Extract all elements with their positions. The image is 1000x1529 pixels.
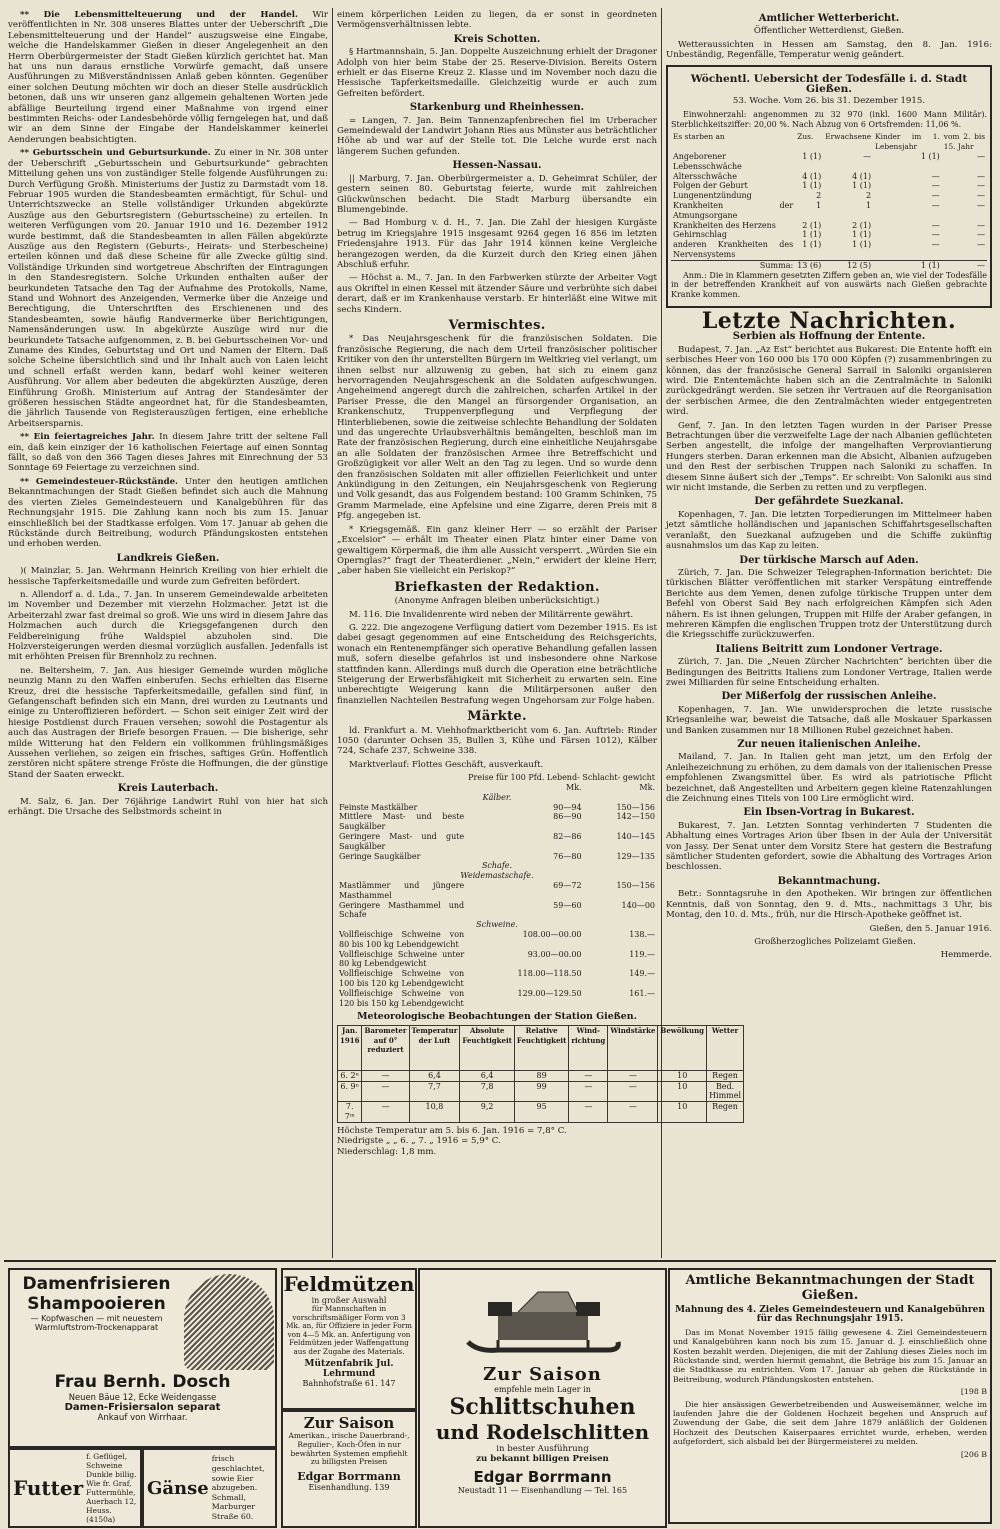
market-section-row xyxy=(337,871,657,881)
weather-cell: 7,8 xyxy=(460,1081,514,1102)
market-section: Weidemastschafe. xyxy=(460,871,534,881)
weather-cell: Bed. Himmel xyxy=(707,1081,744,1102)
news-text: Kopenhagen, 7. Jan. Die letzten Torpedierungen im Mittelmeer haben jetzt sämtliche holländischen und japanischen Schiffahrtsgesellschaften veranlaßt, den Suezkanal aufzugeben und die Schiffe zukünftig ausnahmslos um das Kap zu leiten. xyxy=(666,509,992,552)
deaths-head: Erwachsene xyxy=(825,132,872,142)
deaths-cell: Krankheiten des Herzens xyxy=(673,220,776,230)
deaths-cell: — xyxy=(863,152,872,162)
deaths-cell: 1 (1) xyxy=(852,181,872,191)
deaths-cell: 2 (1) xyxy=(852,220,872,230)
weather-cell: — xyxy=(569,1081,608,1102)
market-row xyxy=(337,930,657,950)
deaths-cell: 1 (1) xyxy=(802,181,822,191)
section-heading: Vermischtes. xyxy=(448,317,546,333)
section-subheading: (Anonyme Anfragen bleiben unberücksichtigt.) xyxy=(394,596,600,607)
ad-firm: Mützenfabrik Jul. Lehrmund xyxy=(304,1358,394,1379)
weather-note: Niederschlag: 1,8 mm. xyxy=(337,1146,437,1157)
deaths-cell: — xyxy=(931,201,940,211)
deaths-row xyxy=(671,240,987,260)
market-cell: 161.— xyxy=(629,988,655,998)
article-title: ** Geburtsschein und Geburtsurkunde. xyxy=(20,148,211,159)
deaths-cell: 4 (1) xyxy=(802,171,822,181)
ad-heading: Gänse xyxy=(147,1477,209,1499)
deaths-cell: 1 (1) xyxy=(802,152,822,162)
market-cell: 129.00—129.50 xyxy=(517,988,582,998)
ad-text: Warmluftstrom-Trockenapparat xyxy=(34,1323,159,1332)
deaths-cell: 1 (1) xyxy=(920,152,940,162)
deaths-cell: — xyxy=(931,181,940,191)
weather-cell: 10,8 xyxy=(409,1102,460,1123)
article xyxy=(8,432,328,474)
article-text: * Das Neujahrsgeschenk für die französischen Soldaten. Die französische Regierung, die nach dem Urteil französischer politischer Kritiker von den ihr unterstellten Bürgern im Weltkrieg viel verlangt, um ihnen selbst nur allzuwenig zu geben, hat sich zu einem ganz hervorragenden Neujahrsgeschenk an die Soldaten aufgeschwungen. Angeheimend angeregt durch die zahlreichen, scharfen Artikel in der Pariser Presse, die den Mangel an fürsorgender Organisation, an Krankenschutz, Truppenverpflegung und Verpflegung der Hinterbliebenen, sowie die zeitweise schlechte Behandlung der Soldaten und das ungerechte Urlaubsverhältnis bemängelten, beschloß man im Rate der französischen Regierung, durch eine einheitliche Neujahrsgabe an alle Soldaten der französischen Armee ihre Betreffschicht und Großzügigkeit vor aller Welt an den Tag zu legen. Und so wurde denn den französischen Soldaten mit aller offiziellen Feierlichkeit und unter Ankündigung in den Zeitungen, ein Neujahrsgeschenk von Regierung und Volk gesandt, das aus Folgendem bestand: 100 Gramm Schinken, 75 Gramm Marmelade, eine Apfelsine und eine Zigarre, deren Preis mit 8 Pfg. angegeben ist. xyxy=(337,334,657,522)
article-text: ne. Beltersheim, 7. Jan. Aus hiesiger Gemeinde wurden mögliche neunzig Mann zu den Waffen einberufen. Sechs erhielten das Eiserne Kreuz, drei die hessische Tapferkeitsmedaille, gefallen sind fünf, in Gefangenschaft befinden sich ein Mann, drei wurden zu Leutnants und einige zu Unteroffizieren befördert. — Schon seit einiger Zeit wird der hiesige Postdienst durch Frauen versehen; sowohl die Postagentur als auch das Austragen der Briefe besorgen Frauen. — Die bisherige, sehr milde Witterung hat den Feldern ein vollkommen frühlingsmäßiges Aussehen verliehen, so zeigen ein frisches, saftiges Grün. Hoffentlich zerstören nicht spätere strenge Fröste die Hoffnungen, die der günstige Stand der Saaten erweckt. xyxy=(8,665,328,780)
market-cell: 86—90 xyxy=(553,812,582,822)
market-cell: 76—80 xyxy=(553,851,582,861)
market-cell: 119.— xyxy=(629,949,655,959)
deaths-cell: — xyxy=(977,220,985,230)
news-heading: Italiens Beitritt zum Londoner Vertrage. xyxy=(715,643,943,655)
signature: Großherzogliches Polizeiamt Gießen. xyxy=(754,936,916,947)
section-heading: Letzte Nachrichten. xyxy=(701,307,957,334)
deaths-table xyxy=(671,132,987,270)
market-cell: 138.— xyxy=(629,929,655,939)
weather-head: Windstärke xyxy=(608,1025,658,1070)
weather-head: Absolute Feuchtigkeit xyxy=(460,1025,514,1070)
weather-cell: Regen xyxy=(707,1070,744,1081)
market-cell: Vollfleischige Schweine von 100 bis 120 kg Lebendgewicht xyxy=(339,969,465,988)
news-heading: Der türkische Marsch auf Aden. xyxy=(739,554,919,566)
weather-cell: 10 xyxy=(658,1081,707,1102)
ad-heading: Zur Saison xyxy=(483,1364,602,1385)
market-section: Schafe. xyxy=(481,861,513,871)
article-text: Betr.: Sonntagsruhe in den Apotheken. Wir bringen zur öffentlichen Kenntnis, daß von Sonntag, den 9. d. Mts., nachmittags 3 Uhr, bis Montag, den 10. d. Mts., früh, nur die Hirsch-Apotheke geöffnet ist. xyxy=(666,889,992,921)
market-section: Kälber. xyxy=(482,792,512,802)
ad-ref: [198 B xyxy=(960,1387,987,1397)
deaths-cell: 1 xyxy=(866,201,872,211)
ad-heading: Amtliche Bekanntmachungen der Stadt Gießen. xyxy=(685,1273,975,1303)
section-heading: Hessen-Nassau. xyxy=(452,160,542,172)
ad-heading: und Rodelschlitten xyxy=(435,1420,650,1444)
ad-amtliche-bekanntmachungen xyxy=(668,1268,992,1524)
market-row xyxy=(337,803,657,813)
deaths-row xyxy=(671,221,987,231)
weather-cell: 10 xyxy=(658,1102,707,1123)
market-cell: 150—156 xyxy=(616,880,655,890)
news-heading: Serbien als Hoffnung der Entente. xyxy=(732,331,926,343)
article xyxy=(8,148,328,429)
weather-cell: Regen xyxy=(707,1102,744,1123)
deaths-cell: Angeborener Lebensschwäche xyxy=(673,152,742,171)
market-cell: Vollfleischige Schweine von 80 bis 100 kg Lebendgewicht xyxy=(339,929,465,949)
weather-cell: — xyxy=(569,1102,608,1123)
market-cell: 129—135 xyxy=(616,851,655,861)
weather-cell: 89 xyxy=(514,1070,568,1081)
section-heading: Landkreis Gießen. xyxy=(116,552,220,564)
article-text: — Höchst a. M., 7. Jan. In den Farbwerken stürzte der Arbeiter Vogt aus Okriftel in einen Kessel mit ätzender Säure und verbrühte sich dabei derart, daß er im Krankenhause verstarb. Er hinterläßt eine Witwe mit sechs Kindern. xyxy=(337,273,657,315)
ad-text: f. Geflügel, Schweine Dunkle billig. Wie fr. Graf, Futtermühle, Auerbach 12, Heuss. (4150a) xyxy=(86,1452,137,1524)
news-text: Budapest, 7. Jan. „Az Est“ berichtet aus Bukarest: Die Entente hofft ein serbisches Heer von 160 000 bis 170 000 Köpfen (?) zusammenbringen zu können, das der französische General Sarrail in Saloniki organisieren wird. Die Ententemächte haben sich an die Zentralmächte in Saloniki zurückgedrängt werden. Sie setzen ihr Vertrauen auf die Reorganisation der serbischen Armee, die den Zentralmächten wieder entgegentreten wird. xyxy=(666,344,992,418)
news-text: Kopenhagen, 7. Jan. Wie unwidersprochen die letzte russische Kriegsanleihe war, beweist die Tatsache, daß alle Moskauer Sparkassen und Banken zusammen nur 18 Millionen Rubel gezeichnet haben. xyxy=(666,704,992,736)
market-head: gewicht xyxy=(622,773,655,783)
ad-schlittschuhe xyxy=(418,1268,667,1528)
deaths-head: Zus. xyxy=(797,132,814,142)
article-text: Marktverlauf: Flottes Geschäft, ausverkauft. xyxy=(349,759,544,770)
ad-text: Neuen Bäue 12, Ecke Weidengasse xyxy=(68,1392,217,1402)
deaths-row xyxy=(671,191,987,201)
news-heading: Der gefährdete Suezkanal. xyxy=(754,496,904,508)
market-section-row xyxy=(337,920,657,930)
deaths-sum-cell: Summa: xyxy=(759,260,794,270)
section-subheading: 53. Woche. Vom 26. bis 31. Dezember 1915. xyxy=(732,96,926,107)
section-heading: Amtlicher Wetterbericht. xyxy=(758,13,900,24)
deaths-cell: 1 (1) xyxy=(802,240,822,250)
weather-cell: 10 xyxy=(658,1070,707,1081)
ad-text: frisch geschlachtet, sowie Eier abzugeben. Schmall, Marburger Straße 60. xyxy=(211,1454,265,1521)
deaths-cell: 1 (1) xyxy=(802,230,822,240)
deaths-cell: Altersschwäche xyxy=(673,171,737,181)
market-row xyxy=(337,832,657,852)
article-text: M. 116. Die Invalidenrente wird neben der Militärrente gewährt. xyxy=(349,609,634,620)
ad-text: Neustadt 11 — Eisenhandlung — Tel. 165 xyxy=(457,1486,628,1495)
market-head: Mk. xyxy=(639,783,655,793)
weather-cell: — xyxy=(608,1081,658,1102)
news-heading: Zur neuen italienischen Anleihe. xyxy=(737,739,921,751)
weather-cell: 6,4 xyxy=(409,1070,460,1081)
weather-cell: 7. 7ᵐ xyxy=(338,1102,362,1123)
deaths-row xyxy=(671,230,987,240)
weather-head: Wetter xyxy=(707,1025,744,1070)
deaths-cell: 4 (1) xyxy=(852,171,872,181)
market-row xyxy=(337,969,657,989)
market-row xyxy=(337,901,657,921)
news-text: Zürich, 7. Jan. Die „Neuen Zürcher Nachrichten“ berichten über die Bedingungen des Beitritts Italiens zum Londoner Vertrage, Italien werde zwei Milliarden für seine Entscheidung erhalten. xyxy=(666,657,992,688)
section-heading: Starkenburg und Rheinhessen. xyxy=(409,102,585,114)
weather-cell: — xyxy=(362,1081,409,1102)
signature: Hemmerde. xyxy=(940,950,992,961)
section-heading: Kreis Lauterbach. xyxy=(117,783,219,795)
deaths-row xyxy=(671,201,987,221)
section-heading: Märkte. xyxy=(467,709,527,725)
deaths-sum-row xyxy=(671,260,987,270)
ad-firm: Edgar Borrmann xyxy=(473,1468,612,1486)
ad-futter xyxy=(8,1448,142,1528)
market-cell: Vollfleischige Schweine unter 80 kg Lebendgewicht xyxy=(339,949,465,969)
deaths-cell: — xyxy=(977,171,985,181)
weather-note: Höchste Temperatur am 5. bis 6. Jan. 1916 = 7,8° C. xyxy=(337,1125,567,1136)
market-head: Mk. xyxy=(565,783,582,793)
deaths-cell: 2 xyxy=(866,191,872,201)
news-text: Mailand, 7. Jan. In Italien geht man jetzt, um den Erfolg der Anleihezeichnung zu erhöhen, zu dem damals von der italienischen Presse empfohlenen Zwangsmittel über. Es wird als patriotische Pflicht bezeichnet, daß Angestellten und Arbeitern gegen kleine Ratenzahlungen die Zeichnung eines Titels von 100 Lire ermöglicht wird. xyxy=(666,752,992,805)
article-text: — Bad Homburg v. d. H., 7. Jan. Die Zahl der hiesigen Kurgäste betrug im Kriegsjahre 1915 insgesamt 9264 gegen 16 856 im letzten Friedensjahre 1913. Für das Jahr 1914 können keine Vergleiche herangezogen werden, da die Kurzeit durch den Krieg einen jähen Abschluß erfuhr. xyxy=(337,218,657,270)
deaths-cell: — xyxy=(977,191,985,201)
ad-text: Damen-Frisiersalon separat xyxy=(64,1402,221,1413)
ad-text: Das im Monat November 1915 fällig gewesene 4. Ziel Gemeindesteuern und Kanalgebühren kann noch bis zum 15. Januar d. J. einschließlich ohne Kosten bezahlt werden. Diejenigen, die mit der Zahlung dieses Zieles noch im Rückstande sind, werden hiermit gemahnt, die Beträge bis zum 15. Januar an die Stadtkasse zu entrichten. Vom 17. Januar ab gehen die Rückstände in Beitreibung, wodurch Pfändungskosten entstehen. xyxy=(673,1327,987,1384)
article-text: In diesem Jahre tritt der seltene Fall ein, daß kein einziger der 16 katholischen Feiertage auf einen Sonntag fällt, so daß von den 366 Tagen dieses Jahres mit Einrechnung der 53 Sonntage 69 Feiertage zu verzeichnen sind. xyxy=(8,432,328,474)
ad-text: Bahnhofstraße 61. 147 xyxy=(302,1378,396,1388)
market-cell: Geringere Mast- und gute Saugkälber xyxy=(339,832,465,851)
weather-note: Niedrigste „ „ 6. „ 7. „ 1916 = 5,9° C. xyxy=(337,1136,501,1147)
ad-firm: Edgar Borrmann xyxy=(297,1470,401,1484)
ad-text: Ankauf von Wirrhaar. xyxy=(97,1413,188,1423)
weather-cell: 7,7 xyxy=(409,1081,460,1102)
deaths-row xyxy=(671,181,987,191)
market-cell: 118.00—118.50 xyxy=(517,969,582,979)
deaths-head: Kinder im 1. Lebensjahr xyxy=(875,132,940,152)
market-cell: Mittlere Mast- und beste Saugkälber xyxy=(339,812,465,832)
market-cell: Geringe Saugkälber xyxy=(339,851,421,861)
ad-divider xyxy=(4,1260,996,1262)
market-cell: Mastlämmer und jüngere Masthammel xyxy=(339,880,465,900)
ad-gaense xyxy=(142,1448,277,1528)
market-cell: 140—00 xyxy=(621,900,655,910)
market-row xyxy=(337,852,657,862)
section-subheading: Öffentlicher Wetterdienst, Gießen. xyxy=(753,26,905,37)
portrait-illustration xyxy=(183,1270,275,1370)
weather-cell: 9,2 xyxy=(460,1102,514,1123)
deaths-row xyxy=(671,172,987,182)
ad-name: Frau Bernh. Dosch xyxy=(54,1372,231,1392)
market-cell: 59—60 xyxy=(553,900,582,910)
ad-text: für Mannschaften in vorschriftsmäßiger Form von 3 Mk. an, für Offiziere in jeder Form von 4—5 Mk. an. Anfertigung von Feldmützen jeder Waffengattung aus der Zugabe des Materials. xyxy=(286,1304,412,1356)
market-cell: 140—145 xyxy=(616,832,655,841)
section-heading: Wöchentl. Uebersicht der Todesfälle i. d. Stadt Gießen. xyxy=(690,72,968,96)
market-cell: 142—150 xyxy=(616,812,655,822)
ad-heading: Damenfrisieren xyxy=(22,1274,171,1294)
skate-illustration xyxy=(458,1272,628,1362)
article-title: ** Ein feiertagreiches Jahr. xyxy=(20,432,155,443)
column-rule xyxy=(332,8,333,1258)
section-heading: Briefkasten der Redaktion. xyxy=(394,579,600,595)
market-head: Schlacht- xyxy=(582,773,621,783)
deaths-sum-cell: 1 (1) xyxy=(920,260,940,270)
deaths-sum-cell: 13 (6) xyxy=(797,260,822,270)
market-row xyxy=(337,881,657,901)
deaths-cell: — xyxy=(931,240,940,250)
article-text: G. 222. Die angezogene Verfügung datiert vom Dezember 1915. Es ist dabei gesagt gegenommen auf eine Entscheidung des Reichsgerichts, wonach ein Rentenempfänger sich operative Behandlung gefallen lassen muß, sofern dieselbe gefahrlos ist und insbesondere ohne Narkose stattfinden kann. Allerdings muß durch die Operation eine beträchtliche Steigerung der Erwerbsfähigkeit mit Sicherheit zu erwarten sein. Eine unberechtigte Weigerung kann die Militärpersonen außer den finanziellen Nachteilen Bestrafung wegen Ungehorsam zur Folge haben. xyxy=(337,622,657,706)
market-section: Schweine. xyxy=(476,920,518,930)
column-left xyxy=(8,10,328,1257)
ad-feldmuetzen xyxy=(281,1268,417,1410)
deaths-cell: 1 xyxy=(816,201,822,211)
weather-cell: 6. 9ⁿ xyxy=(338,1081,362,1102)
weather-cell: 99 xyxy=(514,1081,568,1102)
ad-text: zu bekannt billigen Preisen xyxy=(476,1454,609,1464)
weather-cell: — xyxy=(608,1102,658,1123)
market-section-row xyxy=(337,793,657,803)
ad-heading: Schlittschuhen xyxy=(449,1394,636,1420)
article-text: )( Mainzlar, 5. Jan. Wehrmann Heinrich Kreiling von hier erhielt die hessische Tapferkeitsmedaille und wurde zum Gefreiten befördert. xyxy=(8,566,328,587)
article-text: einem körperlichen Leiden zu liegen, da er sonst in geordneten Vermögensverhältnissen lebte. xyxy=(337,10,657,31)
weather-head: Relative Feuchtigkeit xyxy=(514,1025,568,1070)
market-cell: Feinste Mastkälber xyxy=(339,802,418,812)
weather-head: Jan. 1916 xyxy=(338,1025,362,1070)
deaths-sum-cell: — xyxy=(977,260,985,270)
article-text: Unter den heutigen amtlichen Bekanntmachungen der Stadt Gießen befindet sich auch die Mahnung des vierten Zieles Gemeindesteuern und Kanalgebühren für das Rechnungsjahr 1915. Die Zahlung kann noch bis zum 15. Januar einschließlich bei der Stadtkasse erfolgen. Vom 17. Januar ab gehen die Rückstände durch Beitreibung, wodurch Pfändungskosten entstehen und erhoben werden. xyxy=(8,476,328,550)
deaths-head: Es starben an xyxy=(673,132,725,142)
section-heading: Meteorologische Beobachtungen der Station Gießen. xyxy=(357,1011,637,1023)
ad-subheading: Mahnung des 4. Zieles Gemeindesteuern und Kanalgebühren für das Rechnungsjahr 1915. xyxy=(675,1305,985,1325)
article-text: Wir veröffentlichten in Nr. 308 unseres Blattes unter der Ueberschrift „Die Lebensmittelteuerung und der Handel“ auszugsweise eine Eingabe, welche die Handelskammer Gießen in dieser Angelegenheit an den Herrn Oberbürgermeister der Stadt Gießen kürzlich gerichtet hat. Man hat uns nun daraus ernstliche Vorwürfe gemacht, daß unsere Ausführungen zu Mißverständnissen Anlaß geben könnten. Gegenüber einer solchen Deutung möchten wir doch an dieser Stelle ausdrücklich betonen, daß uns wir unseren ganz allgemein gehaltenen Worten jede abfällige Beurteilung irgend einer Maßnahme von irgend einer bestimmten Reichs- oder Landesbehörde völlig ferngelegen hat, und daß wir an dem Sinne der Eingabe der Handelskammer keinerlei Aenderungen beabsichtigten. xyxy=(8,10,328,145)
market-cell: 149.— xyxy=(629,969,655,979)
deaths-cell: anderen Krankheiten des Nervensystems xyxy=(673,240,794,259)
article-text: = Langen, 7. Jan. Beim Tannenzapfenbrechen fiel im Urberacher Gemeindewald der Landwirt Johann Ries aus Münster aus beträchtlicher Höhe ab und war auf der Stelle tot. Die Leiche wurde erst nach längerem Suchen gefunden. xyxy=(337,115,657,157)
market-head: Lebend- xyxy=(546,773,580,783)
section-heading: Kreis Schotten. xyxy=(453,33,541,45)
ad-text: in großer Auswahl xyxy=(311,1296,387,1305)
deaths-box xyxy=(666,65,992,308)
weather-head: Temperatur der Luft xyxy=(409,1025,460,1070)
deaths-cell: — xyxy=(977,201,985,211)
article-text: § Hartmannshain, 5. Jan. Doppelte Auszeichnung erhielt der Dragoner Adolph von hier beim Stabe der 25. Reserve-Division. Bereits Ostern erhielt er das Eiserne Kreuz 2. Klasse und im November noch dazu die Hessische Tapferkeitsmedaille. Gleichzeitig wurde er auch zum Gefreiten befördert. xyxy=(337,47,657,99)
weather-cell: 6,4 xyxy=(460,1070,514,1081)
weather-cell: 6. 2ⁿ xyxy=(338,1070,362,1081)
deaths-cell: 2 (1) xyxy=(802,220,822,230)
ad-text: Amerikan., irische Dauerbrand-, Regulier-, Koch-Öfen in nur bewährten Systemen empfiehlt zu billigsten Preisen xyxy=(288,1431,410,1467)
deaths-head: vom 2. bis 15. Jahr xyxy=(943,132,985,152)
deaths-cell: 1 (1) xyxy=(852,230,872,240)
ad-text: empfehle mein Lager in xyxy=(494,1385,591,1394)
deaths-cell: — xyxy=(977,152,985,162)
weather-cell: — xyxy=(362,1070,409,1081)
weather-cell: — xyxy=(608,1070,658,1081)
weather-head: Wind-richtung xyxy=(569,1025,608,1070)
article xyxy=(8,10,328,145)
market-table xyxy=(337,773,657,1008)
weather-head: Bewölkung xyxy=(658,1025,707,1070)
deaths-row xyxy=(671,152,987,172)
market-head: Preise für 100 Pfd. xyxy=(468,773,545,783)
market-row xyxy=(337,989,657,1009)
news-text: Zürich, 7. Jan. Die Schweizer Telegraphen-Information berichtet: Die türkischen Blätter veröffentlichen mit starker Verspätung eintreffende Berichte aus dem Yemen, denen zufolge türkische Truppen unter dem Befehl von Oberst Said Bey nach erfolgreichen Kämpfen sich Aden nähern. Es ist ihnen gelungen, Truppen mit Hilfe der Araber gefangen, in mehreren Kämpfen die englischen Truppen trotz der Unterstützung durch die Kriegsschiffe zurückzuwerfen. xyxy=(666,567,992,641)
news-heading: Ein Ibsen-Vortrag in Bukarest. xyxy=(743,807,915,819)
news-text: Genf, 7. Jan. In den letzten Tagen wurden in der Pariser Presse Betrachtungen über die verzweifelte Lage der nach Albanien geflüchteten Serben angestellt, die infolge der mangelhaften Verproviantierung Hungers sterben. Daran erkennen man die Absicht, Albanien aufzugeben und den Rest der serbischen Truppen nach Saloniki zu schaffen. In diesem Sinne äußert sich der „Temps“. Er schreibt: Von Saloniki aus sind wir nicht imstande, die Serben zu retten und zu verpflegen. xyxy=(666,420,992,494)
market-cell: Geringere Masthammel und Schafe xyxy=(339,900,465,920)
ad-text: in bester Ausführung xyxy=(496,1444,589,1454)
deaths-cell: Lungenentzündung xyxy=(673,191,752,201)
ad-heading: Zur Saison xyxy=(303,1414,395,1432)
ad-ref: [206 B xyxy=(960,1449,987,1459)
market-cell: 108.00—00.00 xyxy=(522,929,582,939)
news-text: Bukarest, 7. Jan. Letzten Sonntag verhinderten 7 Studenten die Abhaltung eines Vortrages Arion über Ibsen in der Aula der Universität von Jassy. Der Senat unter dem Vorsitz Stere hat gestern die Bestrafung sämtlicher Studenten gefordert, sowie die Abhaltung des Vortrages Arion beschlossen. xyxy=(666,820,992,873)
deaths-cell: — xyxy=(977,230,985,240)
ad-text: Eisenhandlung. 139 xyxy=(308,1483,390,1493)
weather-head: Barometer auf 0° reduziert xyxy=(362,1025,409,1070)
market-cell: 82—86 xyxy=(553,832,582,841)
article-text: Einwohnerzahl: angenommen zu 32 970 (inkl. 1600 Mann Militär). Sterblichkeitsziffer: 20,00 %. Nach Abzug von 6 Ortsfremden: 11,06 %. xyxy=(671,109,987,129)
ad-hairdresser xyxy=(8,1268,277,1448)
article-text: Anm.: Die in Klammern gesetzten Ziffern geben an, wie viel der Todesfälle in der betreffenden Krankheit auf von auswärts nach Gießen gebrachte Kranke kommen. xyxy=(671,270,987,300)
deaths-cell: — xyxy=(977,181,985,191)
deaths-cell: — xyxy=(931,230,940,240)
news-heading: Der Mißerfolg der russischen Anleihe. xyxy=(721,691,937,703)
deaths-cell: — xyxy=(931,191,940,201)
market-cell: 93.00—00.00 xyxy=(527,949,582,959)
article-text: n. Allendorf a. d. Lda., 7. Jan. In unserem Gemeindewalde arbeiteten im November und Dezember mit vierzehn Holzmacher. Jetzt ist die Arbeiterzahl zwar fast dreimal so groß. Wie uns wird in diesem Jahre das Holzmachen auch durch die Kriegsgefangenen durch den Feldbereinigung frühe Waldspiel abzuholen sind. Die Holzversteigerungen werden diesmal vorzüglich ausfallen. Jedenfalls ist mit erhöhten Preisen für Brennholz zu rechnen. xyxy=(8,589,328,663)
deaths-cell: — xyxy=(931,220,940,230)
article-text: * Kriegsgemäß. Ein ganz kleiner Herr — so erzählt der Pariser „Excelsior“ — erhält im Theater einen Platz hinter einer Dame von gewaltigem Körpermaß, die ihm alle Aussicht versperrt. „Würden Sie ein Opernglas?“ fragt der Theaterdiener. „Nein,“ erwidert der kleine Herr, „aber haben Sie vielleicht ein Periskop?“ xyxy=(337,524,657,577)
article-text: M. Salz, 6. Jan. Der 76jährige Landwirt Ruhl von hier hat sich erhängt. Die Ursache des Selbstmords scheint in xyxy=(8,796,328,818)
article-text: || Marburg, 7. Jan. Oberbürgermeister a. D. Geheimrat Schüler, der gestern seinen 80. Geburtstag feierte, wurde mit zahlreichen Glückwünschen bedacht. Die Stadt Marburg übersandte ein Blumengebinde. xyxy=(337,173,657,215)
deaths-cell: 2 xyxy=(816,191,822,201)
weather-cell: — xyxy=(569,1070,608,1081)
article xyxy=(8,477,328,550)
article-title: ** Gemeindesteuer-Rückstände. xyxy=(20,476,179,487)
deaths-cell: — xyxy=(931,171,940,181)
deaths-cell: Krankheiten der Atmungsorgane xyxy=(673,201,794,220)
market-cell: Vollfleischige Schweine von 120 bis 150 kg Lebendgewicht xyxy=(339,988,465,1008)
column-right xyxy=(666,10,992,1257)
section-heading: Bekanntmachung. xyxy=(777,875,881,887)
deaths-cell: Folgen der Geburt xyxy=(673,181,748,191)
market-cell: 90—94 xyxy=(553,802,582,812)
ad-text: — Kopfwaschen — mit neuestem xyxy=(30,1314,163,1323)
ad-heading: Futter xyxy=(13,1476,84,1500)
deaths-cell: — xyxy=(977,240,985,250)
article-title: ** Die Lebensmittelteuerung und der Handel. xyxy=(20,10,299,20)
market-cell: 150—156 xyxy=(616,802,655,812)
market-row xyxy=(337,812,657,832)
ad-heading: Feldmützen xyxy=(283,1272,415,1296)
ad-oefen xyxy=(281,1410,417,1528)
ad-text: Die hier ansässigen Gewerbetreibenden und Ausweisemänner, welche im laufenden Jahre die der Goldenen Hochzeit begehen und Anspruch auf Zuwendung der Gabe, die seit dem Jahre 1879 anläßlich der Goldenen Hochzeit des Deutschen Kaiserpaares errichtet wurde, erheben, werden aufgefordert, sich alsbald bei der Bürgermeisterei zu melden. xyxy=(673,1399,987,1447)
article-text: ld. Frankfurt a. M. Viehhofmarktbericht vom 6. Jan. Auftrieb: Rinder 1050 (darunter Ochsen 35, Bullen 3, Kühe und Färsen 1012), Kälber 724, Schafe 237, Schweine 338. xyxy=(337,725,657,757)
deaths-sum-cell: 12 (5) xyxy=(847,260,872,270)
weather-cell: 95 xyxy=(514,1102,568,1123)
market-section-row xyxy=(337,861,657,871)
market-cell: 69—72 xyxy=(553,880,582,890)
article-text: Wetteraussichten in Hessen am Samstag, den 8. Jan. 1916: Unbeständig, Regenfälle, Temperatur wenig geändert. xyxy=(666,39,992,61)
market-row xyxy=(337,950,657,970)
deaths-cell: 1 (1) xyxy=(852,240,872,250)
weather-cell: — xyxy=(362,1102,409,1123)
ad-heading: Shampooieren xyxy=(27,1294,166,1314)
signature: Gießen, den 5. Januar 1916. xyxy=(869,923,992,934)
deaths-cell: Gehirnschlag xyxy=(673,230,727,240)
article-text: Zu einer in Nr. 308 unter der Ueberschrift „Geburtsschein und Geburtsurkunde“ gebrachten Mitteilung gehen uns von zuständiger Stelle folgende Ausführungen zu: Durch Verfügung Großh. Ministeriums der Justiz zu Darmstadt vom 18. Februar 1905 wurden die Standesbeamten ermächtigt, für Schul- und Unterrichtszwecke an Stelle vollständiger Urkunden abgekürzte Auszüge aus den Geburtsregistern (Geburtsscheine) zu erteilen. In weiteren Verfügungen vom 20. Januar 1910 und 16. Dezember 1912 wurde bestimmt, daß die Standesbeamten in allen Fällen abgekürzte Auszüge aus den Registern (Geburts-, Heirats- und Sterbescheine) erteilen können und daß diese Scheine für alle Zwecke gültig sind. Vollständige Urkunden sind wortgetreue Abschriften der Eintragungen in den Standesregistern. Solche Urkunden enthalten außer der beurkundeten Tatsache den Tag der Aufnahme des Protokolls, Name, Stand und Wohnort des Anzeigenden, Vermerke über die Anzeige und Berechtigung, die Unterschriften des Erschienenen und des Standesbeamten, sowie häufig Randvermerke über Berichtigungen, Namensänderungen usw. In abgekürzte Auszüge wird nur die beurkundete Tatsache aufgenommen, z. B. bei Geburtsscheinen Vor- und Zuname des Kindes, Geburtstag und Ort und Namen der Eltern. Daß solche Scheine übersichtlich sind und ihr Inhalt auch von Laien leicht und schnell erfaßt werden kann, bedarf wohl keiner weiteren Ausführung. Vor allem aber bedeuten die abgekürzten Auszüge, deren Einführung Großh. Ministerium auf Antrag der Standesämter der größeren hessischen Städte angeordnet hat, für die Standesbeamten, die jährlich Tausende von Registerauszügen fertigen, eine erhebliche Arbeitsersparnis. xyxy=(8,148,328,429)
